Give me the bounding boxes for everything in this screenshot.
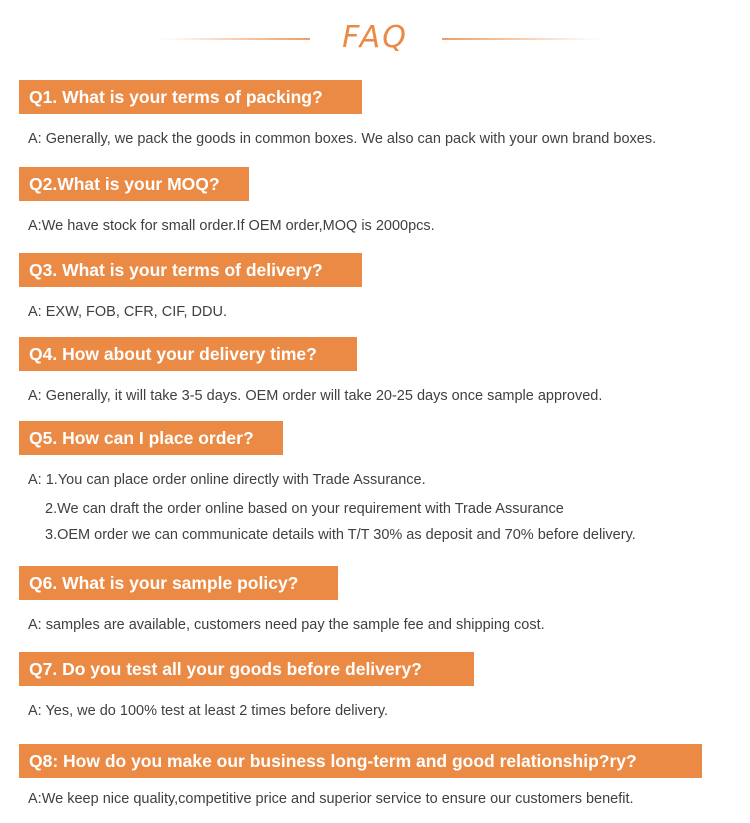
faq-question-7: Q7. Do you test all your goods before delivery? [19, 652, 474, 686]
right-decorative-line [442, 38, 600, 40]
faq-answer-2: A:We have stock for small order.If OEM order,MOQ is 2000pcs. [28, 218, 435, 234]
faq-question-6: Q6. What is your sample policy? [19, 566, 338, 600]
faq-answer-8: A:We keep nice quality,competitive price and superior service to ensure our customers benefit. [28, 791, 634, 807]
faq-question-4: Q4. How about your delivery time? [19, 337, 357, 371]
faq-answer-7: A: Yes, we do 100% test at least 2 times before delivery. [28, 703, 389, 719]
faq-header [0, 14, 750, 64]
faq-question-8: Q8: How do you make our business long-term and good relationship?ry? [19, 744, 702, 778]
faq-question-2: Q2.What is your MOQ? [19, 167, 249, 201]
faq-answer-5-line-3: 3.OEM order we can communicate details with T/T 30% as deposit and 70% before delivery. [45, 527, 636, 543]
faq-question-3: Q3. What is your terms of delivery? [19, 253, 362, 287]
faq-question-1: Q1. What is your terms of packing? [19, 80, 362, 114]
faq-answer-4: A: Generally, it will take 3-5 days. OEM order will take 20-25 days once sample approved. [28, 388, 603, 404]
faq-answer-5-line-1: A: 1.You can place order online directly with Trade Assurance. [28, 472, 426, 488]
faq-question-5: Q5. How can I place order? [19, 421, 283, 455]
faq-answer-3: A: EXW, FOB, CFR, CIF, DDU. [28, 304, 227, 320]
page-title: FAQ [342, 20, 408, 55]
faq-answer-1: A: Generally, we pack the goods in common boxes. We also can pack with your own brand boxes. [28, 131, 657, 147]
faq-answer-6: A: samples are available, customers need pay the sample fee and shipping cost. [28, 617, 545, 633]
faq-answer-5-line-2: 2.We can draft the order online based on your requirement with Trade Assurance [45, 501, 564, 517]
